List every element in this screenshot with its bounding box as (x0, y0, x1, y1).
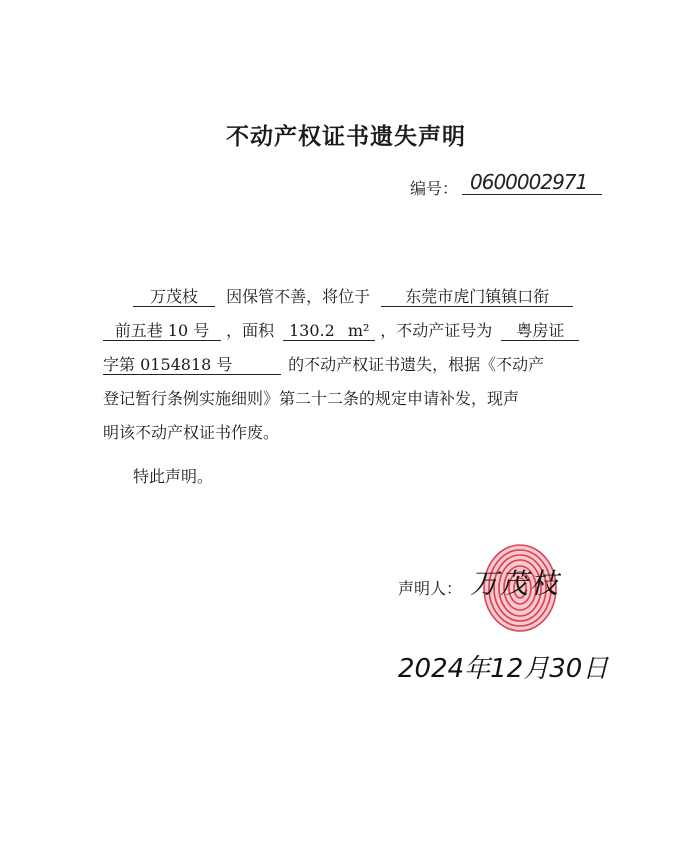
body-text-4: 的不动产权证书遗失，根据《不动产 (288, 355, 545, 374)
body-line-3 (103, 352, 544, 375)
body-text-2: ，面积 (226, 321, 275, 340)
number-underline (462, 194, 602, 195)
body-line-1 (133, 284, 573, 307)
area-field (283, 322, 375, 341)
number-value: 0600002971 (470, 170, 588, 194)
area-unit: m² (347, 321, 370, 340)
body-text-1: 因保管不善，将位于 (226, 287, 371, 306)
handwritten-date: 2024年12月30日 (398, 654, 609, 684)
address-part-1: 东莞市虎门镇镇口衔 (381, 288, 573, 307)
address-part-2: 前五巷 10 号 (103, 322, 221, 341)
body-line-2 (103, 318, 579, 341)
number-label: 编号： (410, 179, 459, 198)
closing-statement: 特此声明。 (133, 467, 214, 486)
body-line-5: 明该不动产权证书作废。 (103, 423, 280, 442)
cert-number-part-1: 粤房证 (501, 322, 579, 341)
handwritten-signature: 万茂枝 (470, 567, 561, 600)
signer-label: 声明人： (398, 579, 463, 598)
cert-number-part-2: 字第 0154818 号 (103, 356, 281, 375)
body-line-4: 登记暂行条例实施细则》第二十二条的规定申请补发，现声 (103, 389, 520, 408)
declarant-name: 万茂枝 (133, 288, 215, 307)
document-title: 不动产权证书遗失声明 (226, 124, 466, 150)
document-number (410, 170, 600, 200)
area-value: 130.2 (288, 321, 335, 340)
body-text-3: ，不动产证号为 (380, 321, 493, 340)
